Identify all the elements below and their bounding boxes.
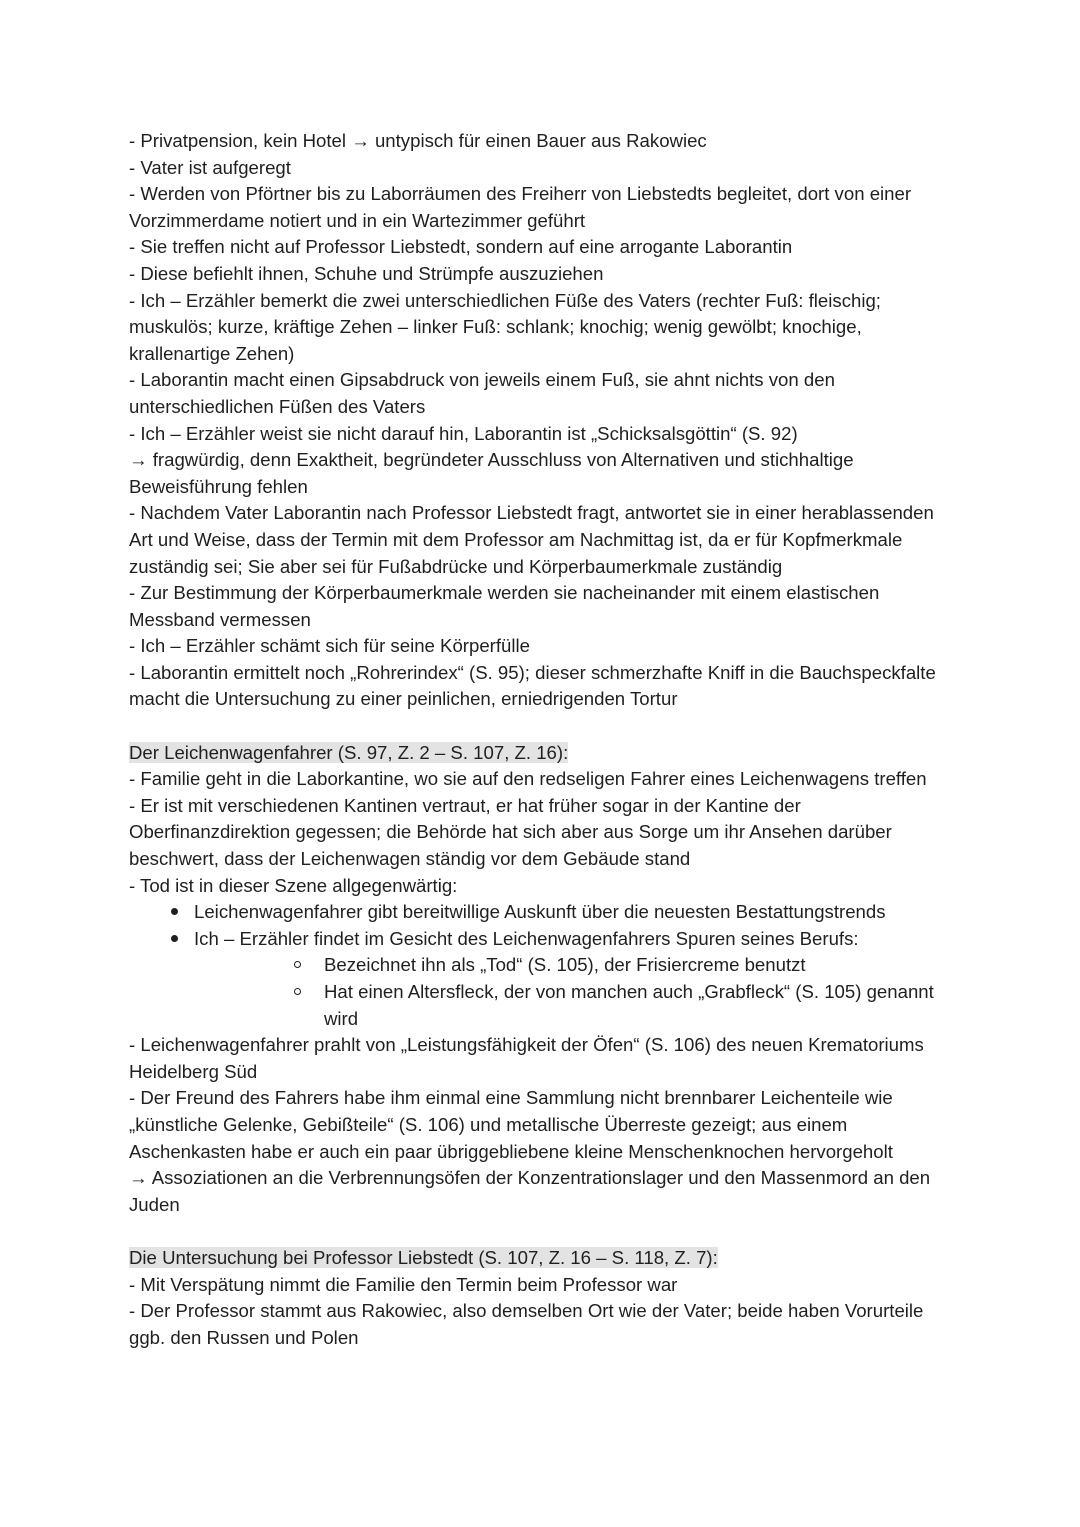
text-line: - Sie treffen nicht auf Professor Liebstedt, sondern auf eine arrogante Laborantin [129, 236, 793, 258]
text-line: - Der Professor stammt aus Rakowiec, also demselben Ort wie der Vater; beide haben Vorurteile ggb. den Russen und Polen [129, 1300, 924, 1348]
text-line: - Mit Verspätung nimmt die Familie den Termin beim Professor war [129, 1273, 678, 1295]
bullet-item [129, 926, 960, 1032]
sub-bullet-list [194, 952, 960, 1032]
sub-bullet-item [194, 952, 960, 979]
sub-bullet-item [194, 979, 960, 1032]
text-line: - Der Freund des Fahrers habe ihm einmal eine Sammlung nicht brennbarer Leichenteile wie „künstliche Gelenke, Gebißteile“ (S. 106) und metallische Überreste gezeigt; aus einem Aschenkasten habe er auch ein paar übriggebliebene kleine Menschenknochen hervorgeholt [129, 1087, 893, 1162]
text-line: - Werden von Pförtner bis zu Laborräumen des Freiherr von Liebstedts begleitet, dort von einer Vorzimmerdame notiert und in ein Wartezimmer geführt [129, 183, 912, 231]
text-line: - Laborantin ermittelt noch „Rohrerindex“ (S. 95); dieser schmerzhafte Kniff in die Bauchspeckfalte macht die Untersuchung zu einer peinlichen, erniedrigenden Tortur [129, 661, 936, 710]
section-professor-liebstedt [129, 1245, 960, 1351]
text-line: - Privatpension, kein Hotel → untypisch für einen Bauer aus Rakowiec [129, 130, 707, 151]
bullet-item [129, 899, 960, 926]
section-heading: Die Untersuchung bei Professor Liebstedt (S. 107, Z. 16 – S. 118, Z. 7): [129, 1246, 718, 1268]
text-line: - Tod ist in dieser Szene allgegenwärtig: [129, 874, 458, 896]
paragraph-gap [129, 713, 960, 740]
text-line: - Nachdem Vater Laborantin nach Professor Liebstedt fragt, antwortet sie in einer herablassenden Art und Weise, dass der Termin mit dem Professor am Nachmittag ist, da er für Kopfmerkmale zuständig sei; Sie aber sei für Fußabdrücke und Körperbaumerkmale zuständig [129, 502, 934, 577]
text-line: → fragwürdig, denn Exaktheit, begründeter Ausschluss von Alternativen und stichhaltige Beweisführung fehlen [129, 449, 854, 497]
text-line: → Assoziationen an die Verbrennungsöfen der Konzentrationslager und den Massenmord an den Juden [129, 1167, 931, 1215]
text-line: - Laborantin macht einen Gipsabdruck von jeweils einem Fuß, sie ahnt nichts von den unterschiedlichen Füßen des Vaters [129, 369, 835, 417]
section-heading: Der Leichenwagenfahrer (S. 97, Z. 2 – S. 107, Z. 16): [129, 741, 569, 763]
text-line: - Ich – Erzähler schämt sich für seine Körperfülle [129, 635, 530, 657]
text-line: - Vater ist aufgeregt [129, 156, 291, 178]
text-line: - Familie geht in die Laborkantine, wo sie auf den redseligen Fahrer eines Leichenwagens treffen [129, 768, 927, 790]
text-line: - Diese befiehlt ihnen, Schuhe und Strümpfe auszuziehen [129, 262, 604, 284]
bullet-text: Leichenwagenfahrer gibt bereitwillige Auskunft über die neuesten Bestattungstrends [194, 901, 886, 923]
paragraph-gap [129, 1218, 960, 1245]
sub-bullet-text: Bezeichnet ihn als „Tod“ (S. 105), der Frisiercreme benutzt [324, 954, 806, 976]
text-line: - Ich – Erzähler weist sie nicht darauf hin, Laborantin ist „Schicksalsgöttin“ (S. 92) [129, 422, 798, 444]
text-line: - Er ist mit verschiedenen Kantinen vertraut, er hat früher sogar in der Kantine der Oberfinanzdirektion gegessen; die Behörde hat sich aber aus Sorge um ihr Ansehen darüber beschwert, dass der Leichenwagen ständig vor dem Gebäude stand [129, 794, 892, 870]
text-line: - Ich – Erzähler bemerkt die zwei unterschiedlichen Füße des Vaters (rechter Fuß: fleischig; muskulös; kurze, kräftige Zehen – linker Fuß: schlank; knochig; wenig gewölbt; knochige, krallenartige Zehen) [129, 289, 881, 364]
text-line: - Leichenwagenfahrer prahlt von „Leistungsfähigkeit der Öfen“ (S. 106) des neuen Krematoriums Heidelberg Süd [129, 1034, 924, 1082]
section-laborantin [129, 128, 960, 713]
sub-bullet-text: Hat einen Altersfleck, der von manchen auch „Grabfleck“ (S. 105) genannt wird [324, 981, 934, 1029]
bullet-text: Ich – Erzähler findet im Gesicht des Leichenwagenfahrers Spuren seines Berufs: [194, 927, 859, 949]
text-line: - Zur Bestimmung der Körperbaumerkmale werden sie nacheinander mit einem elastischen Messband vermessen [129, 582, 880, 630]
bullet-list [129, 899, 960, 1032]
section-leichenwagenfahrer [129, 740, 960, 1219]
